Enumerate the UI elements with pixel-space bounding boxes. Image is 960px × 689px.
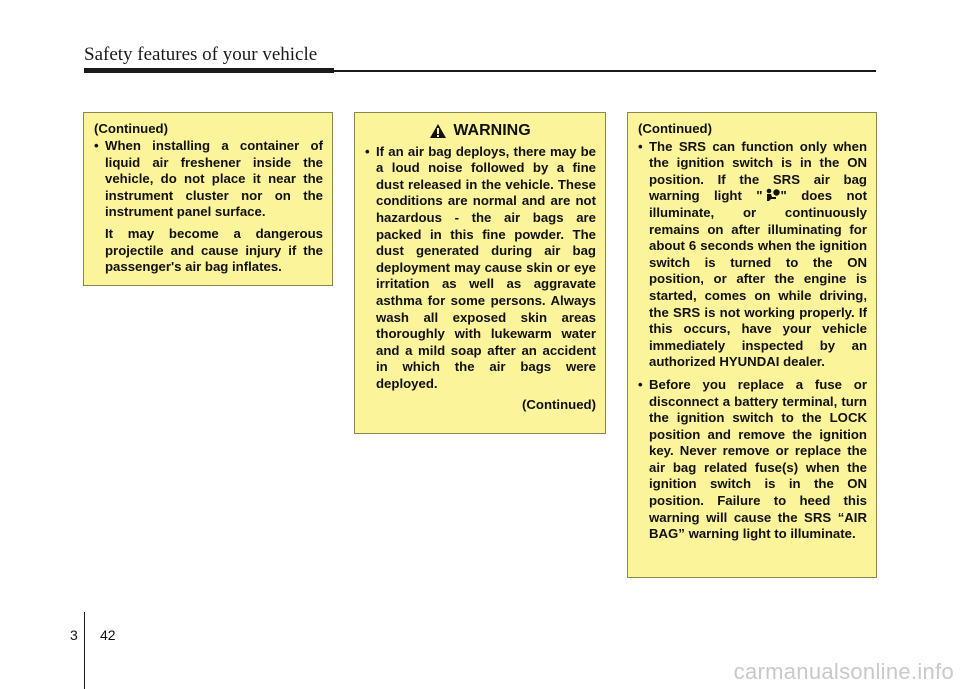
- continued-caution-box-right: [627, 112, 877, 578]
- warning-heading: [364, 123, 596, 140]
- continued-label: (Continued): [522, 396, 596, 412]
- bullet-air-bag-dust: • If an air bag deploys, there may be a loud noise followed by a fine dust released in the vehicle. These conditions are normal and are not hazardous - the air bags are packed in this fine powder. The dust generated during air bag deployment may cause skin or eye irritation as well as aggravate asthma for some persons. Always wash all exposed skin areas thoroughly with lukewarm water and a mild soap after an accident in which the air bags were deployed.: [364, 144, 596, 393]
- continued-label: (Continued): [638, 121, 712, 136]
- bullet-srs-function: [637, 139, 867, 371]
- warning-triangle-icon: [429, 123, 447, 139]
- page-header-title: Safety features of your vehicle: [84, 44, 318, 65]
- page-number: 42: [100, 627, 116, 643]
- continued-caution-box-left: [83, 112, 333, 286]
- warning-box: [354, 112, 606, 434]
- watermark: carmanualsonline.info: [733, 659, 954, 684]
- airbag-warning-icon: [763, 188, 781, 202]
- continued-label: (Continued): [94, 121, 168, 136]
- bullet-air-freshener: • When installing a container of liquid air freshener inside the vehicle, do not place it near the instrument cluster nor on the instrument panel surface.: [93, 138, 323, 220]
- header-rule-thick: [84, 68, 334, 73]
- bullet-fuse-battery: • Before you replace a fuse or disconnect a battery terminal, turn the ignition switch to the LOCK position and remove the ignition key. Never remove or replace the air bag related fuse(s) when the ignition switch is in the ON position. Failure to heed this warning will cause the SRS “AIR BAG” warning light to illuminate.: [637, 377, 867, 543]
- warning-heading-text: WARNING: [453, 122, 531, 139]
- header-rule-thin: [334, 70, 876, 72]
- section-number: 3: [70, 627, 78, 643]
- bullet-srs-text-part1: The SRS can function only when the ignition switch is in the ON position. If the SRS air bag warning light ": [649, 138, 867, 204]
- bullet-srs-text-part2: " does not illuminate, or continuously remains on after illuminating for about 6 seconds when the ignition switch is turned to the ON position, or after the engine is started, comes on while driving, the SRS is not working properly. If this occurs, have your vehicle immediately inspected by an authorized HYUNDAI dealer.: [649, 188, 867, 370]
- paragraph-projectile: It may become a dangerous projectile and cause injury if the passenger's air bag inflates.: [105, 226, 323, 275]
- footer-divider: [84, 612, 85, 689]
